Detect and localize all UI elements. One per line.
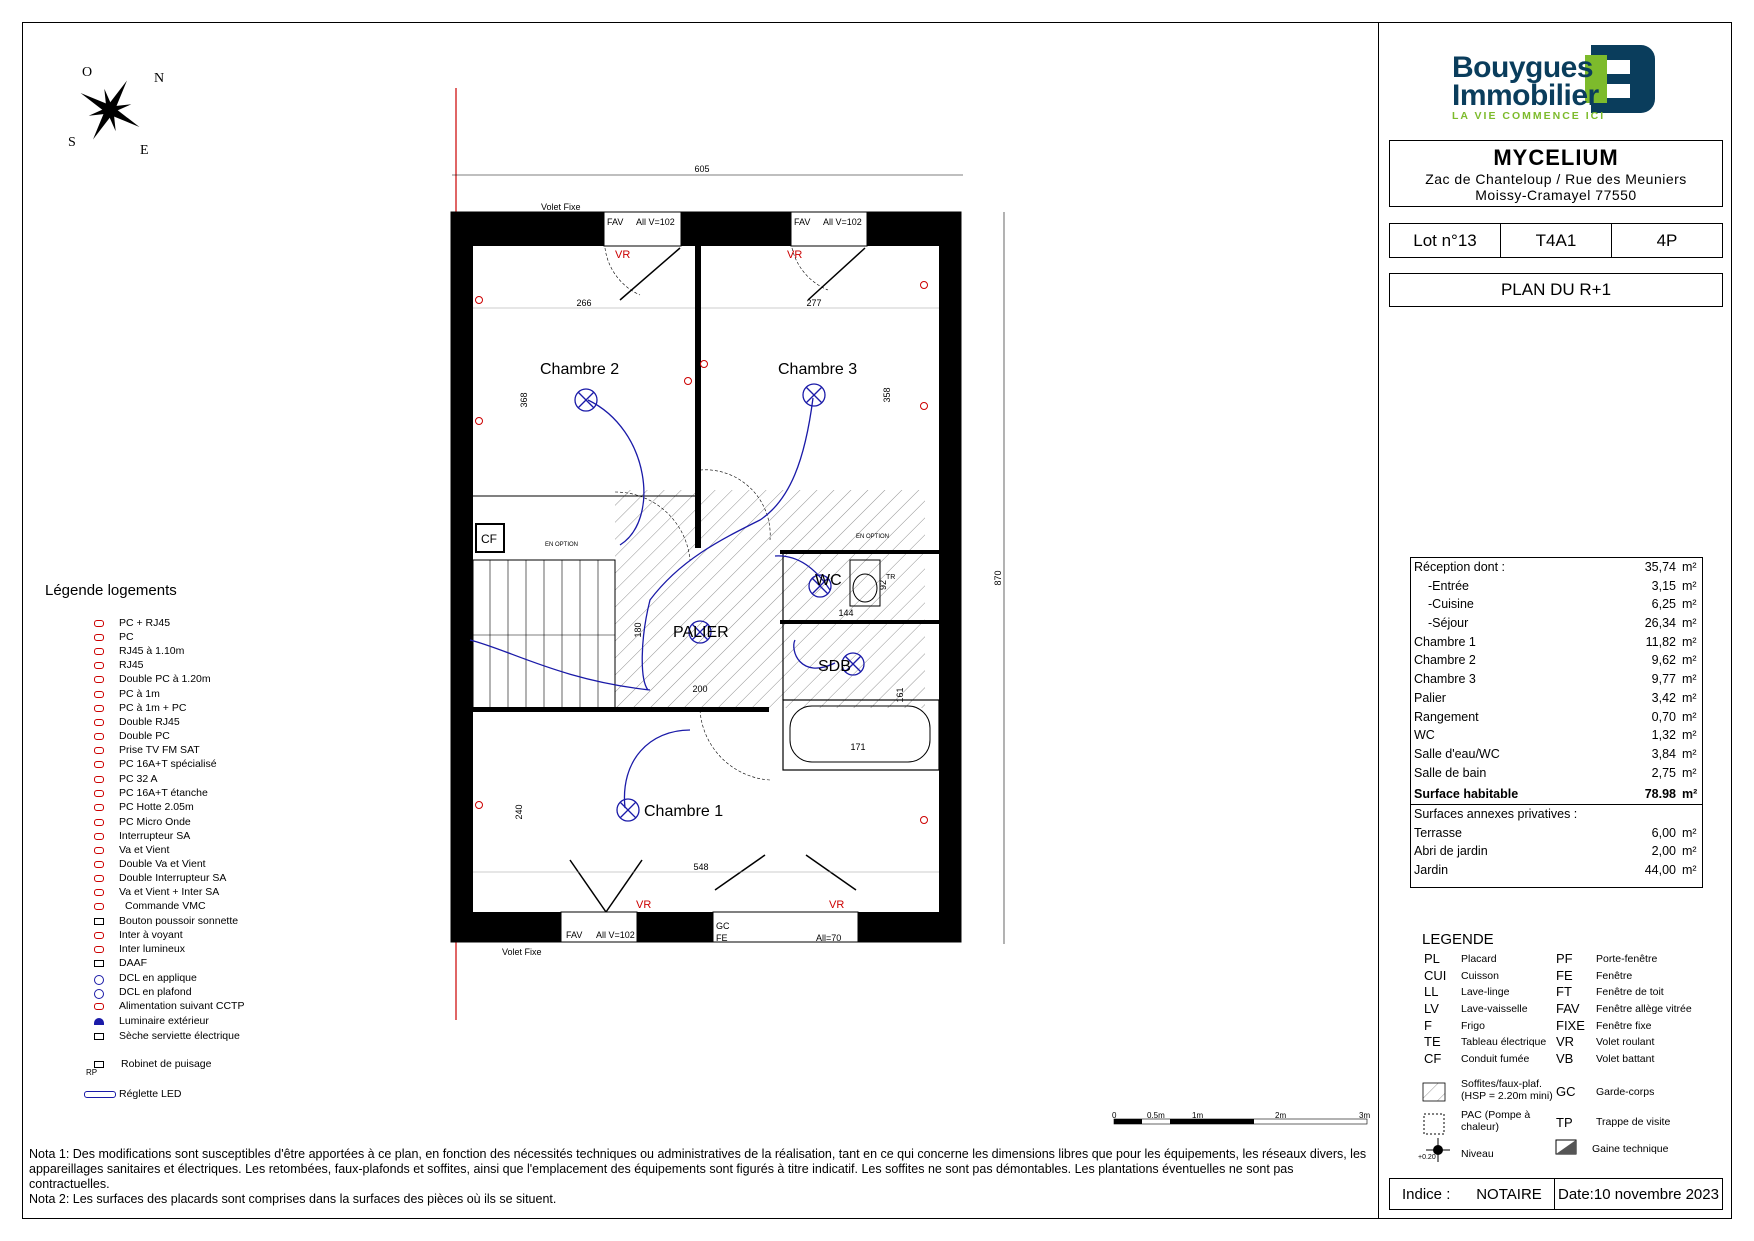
surface-unit: m² [1682, 728, 1697, 743]
surface-label: Palier [1414, 690, 1446, 705]
legende-item [1424, 1051, 1546, 1070]
gaine-icon [1555, 1139, 1577, 1160]
surface-label: Jardin [1414, 863, 1449, 877]
gc-label: GC [716, 921, 730, 931]
surface-row [1411, 614, 1702, 633]
legende-desc: Fenêtre [1596, 969, 1633, 982]
legende-code: CF [1424, 1051, 1442, 1067]
legend-symbol-icon [94, 861, 104, 868]
legende-logement-item: Alimentation suivant CCTP [119, 1000, 245, 1012]
logo [1452, 51, 1606, 122]
surface-value: 2,00 [1651, 844, 1676, 859]
surface-unit: m² [1682, 653, 1697, 668]
legende-desc: Lave-vaisselle [1461, 1003, 1528, 1016]
surface-unit: m² [1682, 844, 1697, 859]
surface-row [1411, 633, 1702, 652]
legende-logement-item: Inter à voyant [119, 929, 183, 941]
surface-unit: m² [1682, 825, 1697, 840]
surface-unit: m² [1682, 690, 1697, 705]
annex-title [1411, 804, 1702, 824]
cf-label: CF [481, 532, 497, 546]
annex-title-text: Surfaces annexes privatives : [1414, 806, 1578, 821]
compass-e: E [140, 143, 149, 158]
dim-wc-width: 144 [838, 608, 854, 618]
fav-top-right: FAV [794, 217, 811, 227]
scale-0: 0 [1112, 1111, 1117, 1120]
vr-top-right: VR [787, 249, 803, 261]
legend-symbol-icon [94, 662, 104, 669]
legende-item [1556, 968, 1692, 985]
legende-desc: Fenêtre allège vitrée [1596, 1003, 1692, 1016]
legend-symbol-icon [94, 875, 104, 882]
surface-unit: m² [1682, 709, 1697, 724]
fe-label: FE [716, 933, 728, 943]
dim-c1-width: 548 [693, 862, 709, 872]
surface-value: 0,70 [1651, 709, 1676, 724]
surface-value: 1,32 [1651, 728, 1676, 743]
dim-total-height: 870 [993, 570, 1003, 586]
surface-unit: m² [1682, 765, 1697, 780]
nota-2: Nota 2: Les surfaces des placards sont comprises dans la surfaces des pièces où ils se situent. [29, 1192, 557, 1206]
legende-logement-item: Luminaire extérieur [119, 1015, 209, 1027]
legende-desc: Lave-linge [1461, 986, 1510, 999]
legende-logement-item: Va et Vient + Inter SA [119, 886, 220, 898]
surface-row [1411, 764, 1702, 783]
scale-bar [1112, 1111, 1370, 1124]
legende-logement-item: Inter lumineux [119, 943, 185, 955]
legende-logement-item: PC à 1m [119, 688, 160, 700]
legende-logement-item: PC Micro Onde [119, 816, 191, 828]
niveau-value: +0.20 [1418, 1154, 1436, 1161]
lot-box [1389, 223, 1723, 258]
legende-logement-item: PC 16A+T étanche [119, 787, 208, 799]
vr-bottom-right: VR [829, 899, 845, 911]
legend-symbol-icon [94, 761, 104, 768]
surface-label: Chambre 2 [1414, 653, 1476, 668]
legende-item [1424, 951, 1546, 968]
legende-item [1556, 1001, 1692, 1018]
legende-title: LEGENDE [1422, 931, 1494, 948]
legend-symbol-icon [94, 819, 104, 826]
legende-item [1556, 984, 1692, 1001]
legend-symbol-icon [94, 634, 104, 641]
annex-row [1411, 861, 1702, 880]
surface-row [1411, 689, 1702, 708]
nota-1: Nota 1: Des modifications sont susceptibles d'être apportées à ce plan, en fonction des nécessités techniques ou administratives de la réalisation, tant en ce qui concerne les dimensions libres que pour les équipements, les réseaux divers, les appareillages sanitaires et électriques. Les retombées, faux-plafonds et soffites, ainsi que l'emplacement des équipements sont figurés à titre indicatif. Les soffites ne sont pas démontables. Les plantations éventuelles ne sont pas contractuelles. [29, 1147, 1367, 1191]
legende-left-list [1424, 951, 1546, 1070]
niveau-label: Niveau [1461, 1148, 1494, 1160]
legende-logement-item: Double Va et Vient [119, 858, 206, 870]
legend-symbol-icon [94, 620, 104, 627]
surface-label: Chambre 3 [1414, 672, 1476, 687]
annex-row [1411, 824, 1702, 843]
scale-05: 0.5m [1147, 1111, 1165, 1120]
legend-symbol-icon [94, 847, 104, 854]
surface-value: 9,62 [1651, 653, 1676, 668]
legend-symbol-icon [94, 676, 104, 683]
niveau-icon [1426, 1138, 1450, 1167]
legende-code: LV [1424, 1001, 1439, 1017]
legende-logement-item: Commande VMC [125, 900, 206, 912]
legend-symbol-icon [94, 833, 104, 840]
legend-symbol-icon [94, 719, 104, 726]
surface-label: -Entrée [1428, 578, 1469, 593]
surface-label: WC [1414, 728, 1435, 743]
surface-label: Réception dont : [1414, 560, 1506, 574]
surface-unit: m² [1682, 787, 1698, 802]
legend-symbol-icon [94, 1033, 104, 1040]
vr-bottom-left: VR [636, 899, 652, 911]
allv-top-right: All V=102 [823, 217, 862, 227]
en-option-right: EN OPTION [856, 534, 890, 540]
rp-label: RP [86, 1068, 98, 1077]
dim-c2-width: 266 [576, 298, 592, 308]
legende-item [1424, 1018, 1546, 1035]
legende-desc: Frigo [1461, 1019, 1485, 1032]
legende-right-list [1556, 951, 1692, 1070]
lot-type: T4A1 [1500, 224, 1611, 257]
surface-label: Rangement [1414, 709, 1479, 724]
dim-palier-width: 200 [692, 684, 708, 694]
legend-symbol-icon [94, 1018, 104, 1025]
dim-c3-width: 277 [806, 298, 822, 308]
legende-code: LL [1424, 984, 1439, 1000]
legende-code: FAV [1556, 1001, 1580, 1017]
fav-top-left: FAV [607, 217, 624, 227]
surface-value: 35,74 [1644, 560, 1676, 574]
volet-fixe-bottom-label: Volet Fixe [502, 947, 542, 957]
date-label: Date: [1558, 1185, 1594, 1203]
legende-logement-item: DCL en applique [119, 972, 197, 984]
legende-item [1556, 1018, 1692, 1035]
surface-row [1411, 595, 1702, 614]
scale-3: 3m [1359, 1111, 1371, 1120]
legende-logement-item: PC à 1m + PC [119, 702, 187, 714]
dim-c3-height: 358 [882, 387, 892, 403]
gaine-label: Gaine technique [1592, 1143, 1669, 1155]
legende-desc: Porte-fenêtre [1596, 953, 1658, 965]
legende-desc: Volet battant [1596, 1053, 1655, 1066]
tr-label: TR [886, 574, 896, 581]
surfaces-table [1410, 557, 1703, 888]
logo-line1: Bouygues [1452, 51, 1594, 84]
legende-logement-item: Double PC [119, 730, 170, 742]
dim-bath-width: 171 [850, 742, 866, 752]
compass-s: S [68, 135, 76, 150]
allv-bottom: All V=102 [596, 930, 635, 940]
project-name: MYCELIUM [1493, 145, 1619, 170]
room-chambre-1: Chambre 1 [644, 803, 724, 820]
annex-row [1411, 842, 1702, 861]
scale-2: 2m [1275, 1111, 1287, 1120]
logo-line2: Immobilier [1452, 79, 1599, 112]
legende-desc: Volet roulant [1596, 1036, 1655, 1049]
surface-label: Terrasse [1414, 825, 1462, 840]
legend-symbol-icon [94, 946, 104, 953]
legende-desc: Fenêtre fixe [1596, 1019, 1652, 1032]
room-wc: WC [815, 572, 842, 589]
legende-logement-item: Sèche serviette électrique [119, 1030, 240, 1042]
surface-row [1411, 558, 1702, 577]
legende-code: VR [1556, 1034, 1575, 1050]
compass-rose [68, 65, 164, 158]
legend-symbol-icon [94, 776, 104, 783]
legende-logement-item: Réglette LED [119, 1088, 182, 1100]
legende-logement-item: Double PC à 1.20m [119, 673, 211, 685]
surface-value: 3,84 [1651, 746, 1676, 761]
legende-code: FE [1556, 967, 1573, 983]
legende-logement-item: Double Interrupteur SA [119, 872, 227, 884]
legende-logement-item: Va et Vient [119, 844, 170, 856]
surface-total-row [1411, 785, 1702, 804]
room-sdb: SDB [818, 658, 851, 675]
surface-row [1411, 745, 1702, 764]
surface-row [1411, 726, 1702, 745]
surface-value: 6,25 [1651, 597, 1676, 612]
nota [29, 1147, 1369, 1207]
dim-c1-height: 240 [514, 804, 524, 820]
surface-label: Abri de jardin [1414, 844, 1488, 859]
surface-value: 26,34 [1644, 616, 1676, 631]
all70-label: All=70 [816, 933, 842, 943]
legende-item [1424, 1034, 1546, 1051]
surface-value: 2,75 [1651, 765, 1676, 780]
surface-unit: m² [1682, 634, 1697, 649]
legende-code: PF [1556, 951, 1573, 966]
legende-logement-item: PC 32 A [119, 773, 158, 785]
legende-code: VB [1556, 1051, 1574, 1067]
legend-symbol-icon [94, 932, 104, 939]
legend-symbol-icon [94, 747, 104, 754]
legend-symbol-icon [94, 989, 104, 999]
legende-item [1556, 1034, 1692, 1051]
logo-tagline: LA VIE COMMENCE ICI [1452, 110, 1606, 122]
soffites-line1: Soffites/faux-plaf. [1461, 1078, 1542, 1090]
legend-symbol-icon [94, 733, 104, 740]
surface-unit: m² [1682, 616, 1697, 631]
legende-logement-item: Interrupteur SA [119, 830, 191, 842]
legende-desc: Cuisson [1461, 969, 1499, 982]
surface-label: Surface habitable [1414, 787, 1519, 802]
surface-value: 44,00 [1644, 863, 1676, 877]
dim-palier-height: 180 [633, 622, 643, 638]
pac-line1: PAC (Pompe à [1461, 1109, 1531, 1121]
room-chambre-3: Chambre 3 [778, 361, 858, 378]
dim-total-width: 605 [694, 164, 710, 174]
legende-logement-item: DAAF [119, 957, 148, 969]
date-value: 10 novembre 2023 [1593, 1185, 1719, 1203]
tp-desc: Trappe de visite [1596, 1116, 1671, 1128]
legende-code: PL [1424, 951, 1440, 966]
allv-top-left: All V=102 [636, 217, 675, 227]
legende-logement-item: DCL en plafond [119, 986, 192, 998]
soffites-symbol [1422, 1082, 1446, 1105]
surface-value: 78.98 [1644, 787, 1676, 802]
soffites-line2: (HSP = 2.20m mini) [1461, 1090, 1553, 1102]
legende-logement-item: PC [119, 631, 134, 643]
dim-sdb-height: 161 [895, 687, 905, 703]
legende-logement-item: RJ45 à 1.10m [119, 645, 185, 657]
legende-item [1556, 951, 1692, 968]
legende-code: TE [1424, 1034, 1441, 1050]
surface-value: 3,42 [1651, 690, 1676, 705]
surface-label: Salle d'eau/WC [1414, 746, 1500, 761]
vr-top-left: VR [615, 249, 631, 261]
surface-row [1411, 577, 1702, 596]
surface-unit: m² [1682, 672, 1697, 687]
legend-symbol-icon [94, 903, 104, 910]
legende-logement-item: PC 16A+T spécialisé [119, 758, 217, 770]
project-address-2: Moissy-Cramayel 77550 [1475, 187, 1637, 203]
legende-code: CUI [1424, 967, 1447, 983]
compass-n: N [154, 71, 165, 86]
surface-unit: m² [1682, 597, 1697, 612]
surface-value: 11,82 [1645, 634, 1676, 649]
lot-number: Lot n°13 [1413, 230, 1477, 250]
pac-line2: chaleur) [1461, 1121, 1499, 1133]
fav-bottom: FAV [566, 930, 583, 940]
legend-symbol-icon [94, 918, 104, 925]
legende-logement-item: RJ45 [119, 659, 144, 671]
legend-symbol-icon [84, 1091, 116, 1098]
room-palier: PALIER [673, 624, 729, 641]
legende-logement-item: Robinet de puisage [121, 1058, 212, 1070]
legende-desc: Tableau électrique [1461, 1036, 1547, 1049]
legende-code: F [1424, 1017, 1432, 1033]
legende-code: FT [1556, 984, 1572, 1000]
surface-value: 6,00 [1651, 825, 1676, 840]
legende-desc: Conduit fumée [1461, 1053, 1530, 1066]
surface-row [1411, 708, 1702, 727]
legende-item [1424, 968, 1546, 985]
pac-icon [1422, 1112, 1446, 1141]
legende-logement-item: PC + RJ45 [119, 617, 171, 629]
legende-desc: Fenêtre de toit [1596, 986, 1664, 999]
legende-logements-title: Légende logements [45, 582, 177, 599]
lot-rooms: 4P [1611, 224, 1722, 257]
legende-logement-item: Double RJ45 [119, 716, 180, 728]
surface-value: 3,15 [1651, 578, 1676, 593]
surface-value: 9,77 [1651, 672, 1676, 687]
indice-value: NOTAIRE [1464, 1179, 1555, 1209]
scale-1: 1m [1192, 1111, 1204, 1120]
gc-code: GC [1556, 1084, 1576, 1099]
surface-label: Chambre 1 [1414, 634, 1476, 649]
legend-symbol-icon [94, 790, 104, 797]
project-address-1: Zac de Chanteloup / Rue des Meuniers [1425, 171, 1687, 187]
legende-desc: Placard [1461, 953, 1497, 965]
soffites-label [1461, 1078, 1553, 1102]
gc-desc: Garde-corps [1596, 1086, 1655, 1098]
surface-unit: m² [1682, 863, 1697, 877]
tp-code: TP [1556, 1115, 1573, 1130]
room-chambre-2: Chambre 2 [540, 361, 620, 378]
plan-title: PLAN DU R+1 [1389, 273, 1723, 307]
legende-item [1556, 1051, 1692, 1070]
legende-logement-item: PC Hotte 2.05m [119, 801, 194, 813]
surface-label: -Cuisine [1428, 597, 1474, 612]
legend-symbol-icon [94, 648, 104, 655]
legend-symbol-icon [94, 960, 104, 967]
surface-row [1411, 670, 1702, 689]
surface-unit: m² [1682, 560, 1697, 574]
en-option-left: EN OPTION [545, 542, 579, 548]
legende-item [1424, 1001, 1546, 1018]
legend-symbol-icon [94, 1061, 104, 1068]
dim-wc-height: 92 [878, 579, 888, 591]
legend-symbol-icon [94, 975, 104, 985]
surface-label: -Séjour [1428, 616, 1469, 631]
legend-symbol-icon [94, 1003, 104, 1010]
legend-symbol-icon [94, 889, 104, 896]
project-title-box [1389, 140, 1723, 207]
dim-c2-height: 368 [519, 392, 529, 408]
volet-fixe-top-label: Volet Fixe [541, 202, 581, 212]
surface-unit: m² [1682, 578, 1697, 593]
pac-label [1461, 1109, 1530, 1133]
legende-item [1424, 984, 1546, 1001]
surface-row [1411, 651, 1702, 670]
indice-box [1389, 1178, 1723, 1210]
surface-label: Salle de bain [1414, 765, 1487, 780]
legende-code: FIXE [1556, 1017, 1585, 1033]
surface-unit: m² [1682, 746, 1697, 761]
legend-symbol-icon [94, 691, 104, 698]
legend-symbol-icon [94, 804, 104, 811]
legende-logement-item: Prise TV FM SAT [119, 744, 200, 756]
indice-label: Indice : [1402, 1185, 1451, 1203]
legende-logement-item: Bouton poussoir sonnette [119, 915, 239, 927]
legend-symbol-icon [94, 705, 104, 712]
compass-o: O [82, 65, 93, 80]
